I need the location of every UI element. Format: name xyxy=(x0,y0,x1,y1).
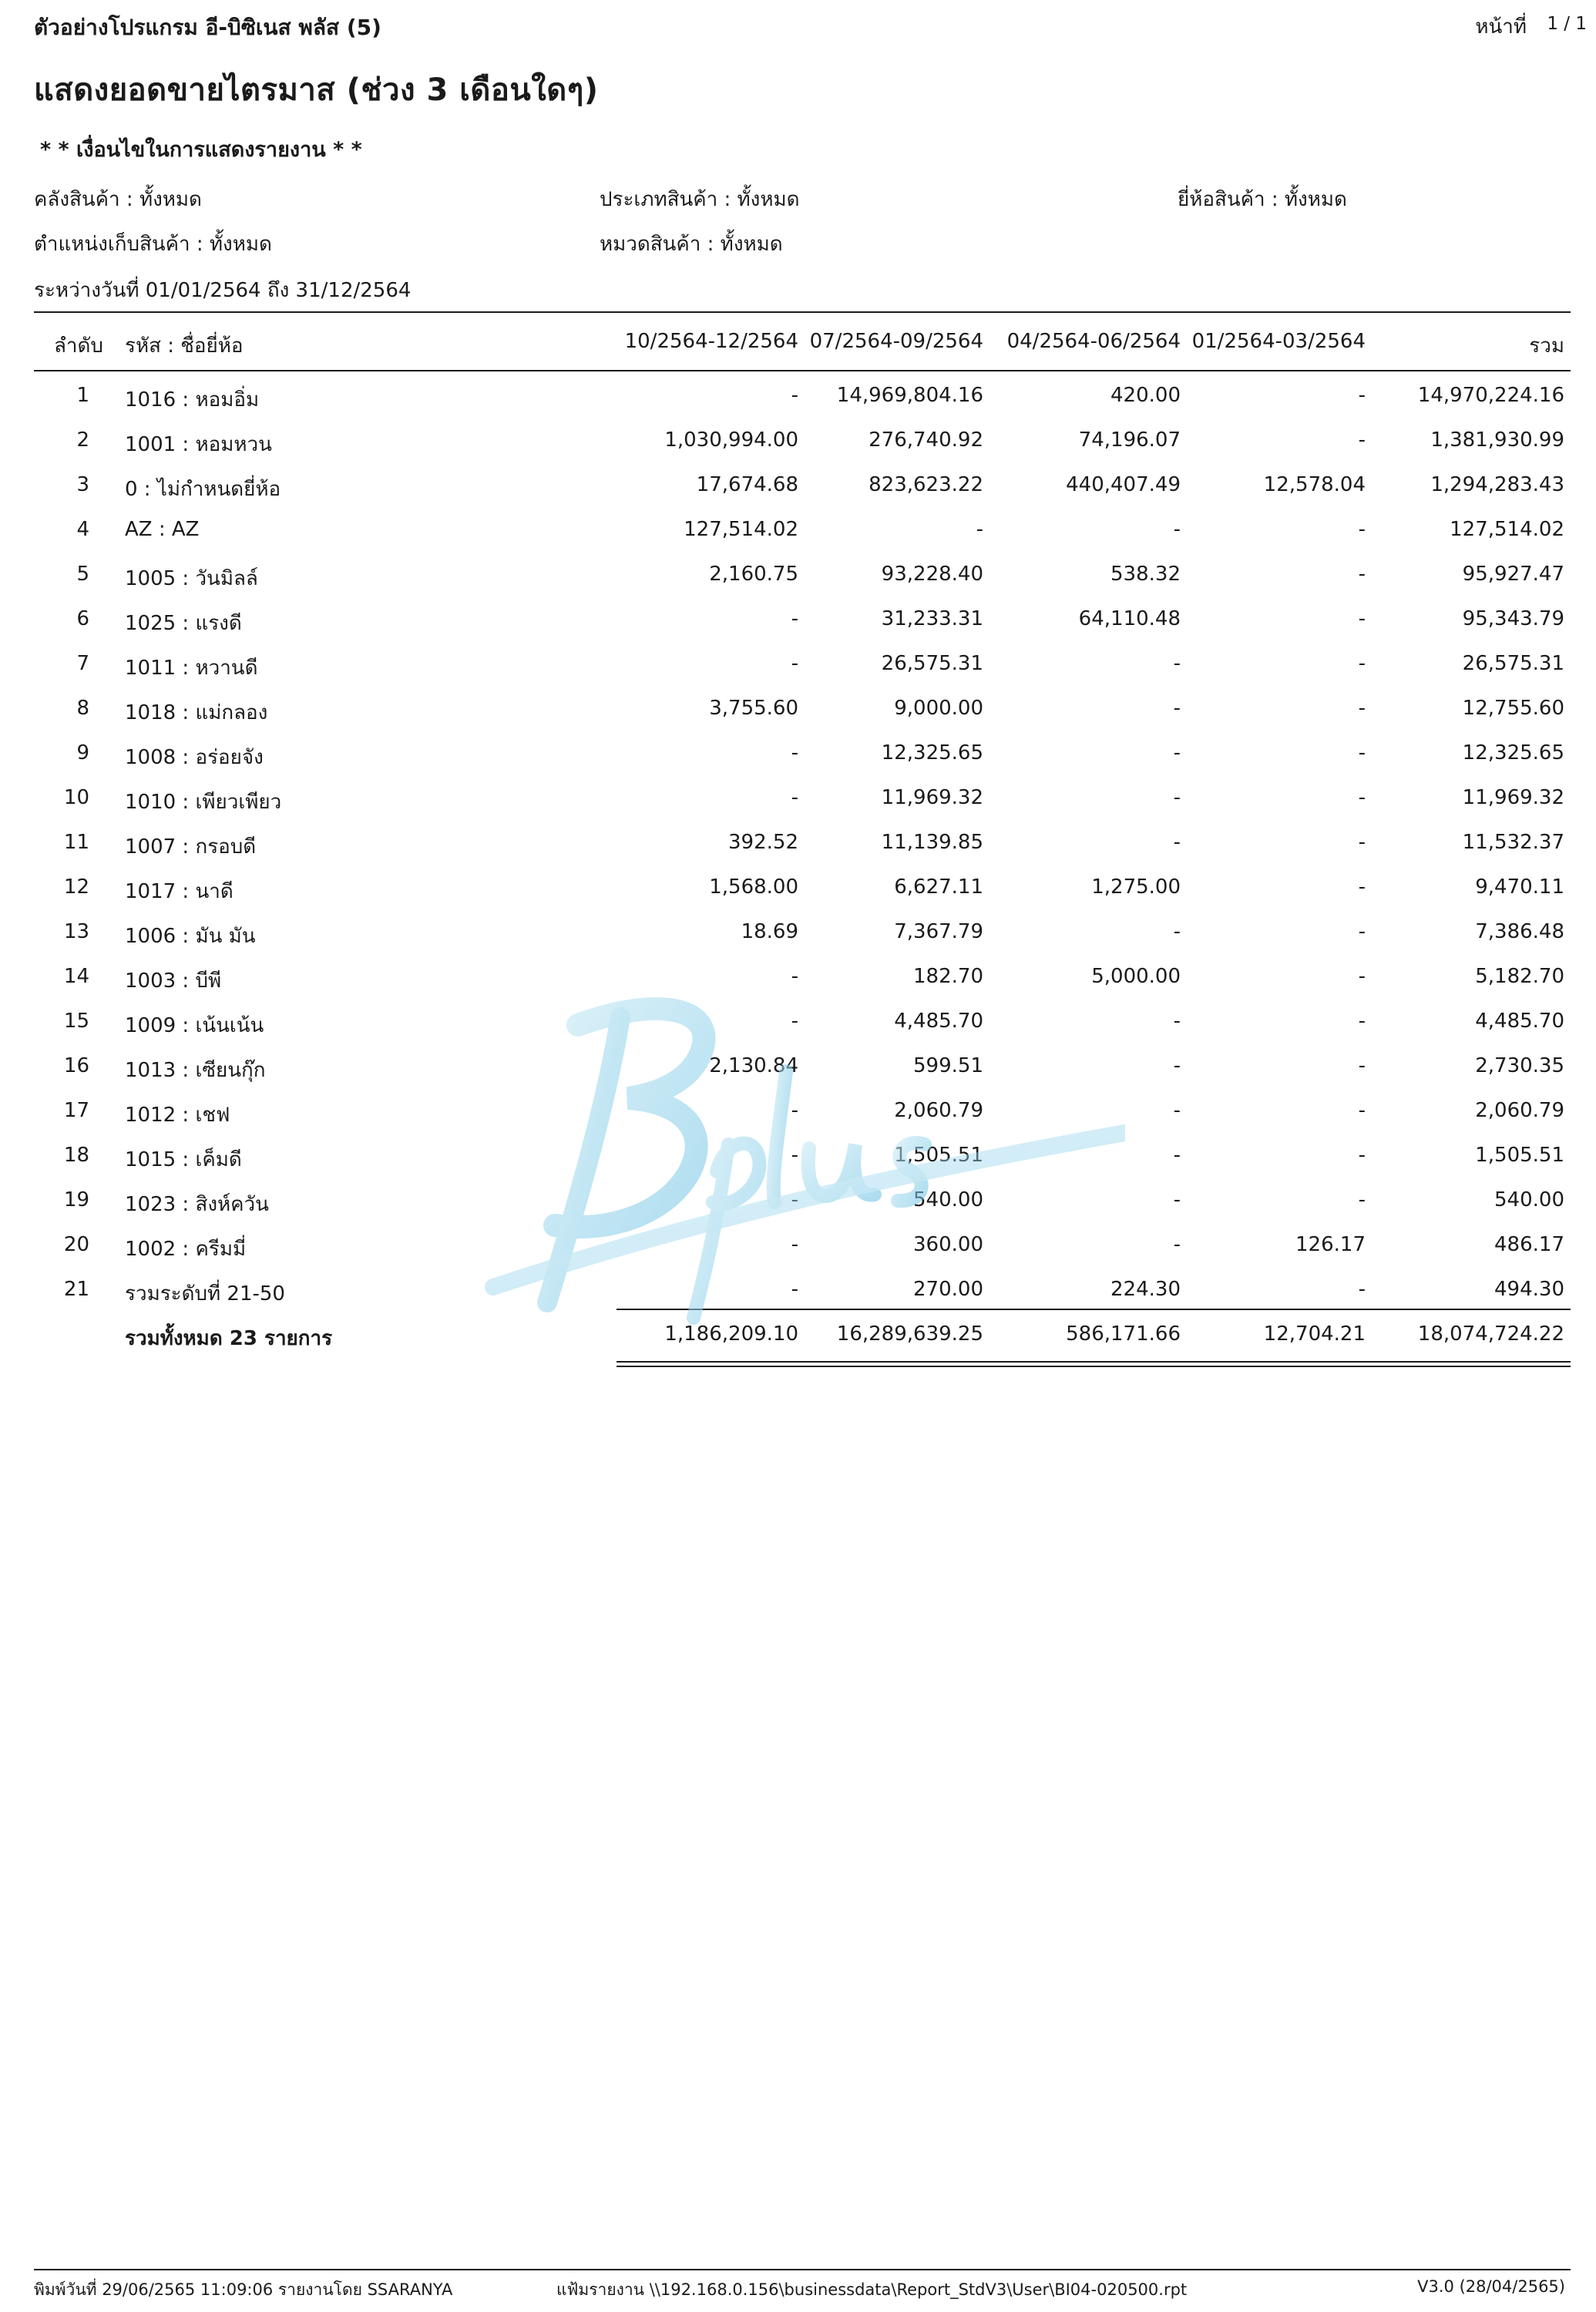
row-code-name: 1017 : นาดี xyxy=(125,880,234,903)
row-code-name: 1008 : อร่อยจัง xyxy=(125,746,264,769)
row-q1: 17,674.68 xyxy=(696,473,798,496)
row-total: 486.17 xyxy=(1494,1233,1564,1256)
row-q2: 12,325.65 xyxy=(881,741,983,765)
row-q3: - xyxy=(1173,652,1181,675)
row-q1: - xyxy=(791,1010,798,1033)
row-q2: 823,623.22 xyxy=(869,473,983,496)
row-q1: 392.52 xyxy=(728,831,798,854)
row-q1: - xyxy=(791,1188,798,1211)
condition-date-range: ระหว่างวันที่ 01/01/2564 ถึง 31/12/2564 xyxy=(34,279,412,302)
table-row xyxy=(0,646,1596,691)
table-header-rule xyxy=(34,370,1571,371)
grand-total-sum: 18,074,724.22 xyxy=(1417,1322,1564,1346)
row-code-name: 1013 : เซียนกุ๊ก xyxy=(125,1059,266,1082)
grand-total-label: รวมทั้งหมด 23 รายการ xyxy=(125,1327,333,1350)
row-no: 11 xyxy=(63,831,89,854)
row-no: 8 xyxy=(76,697,89,720)
row-q3: 74,196.07 xyxy=(1078,428,1181,452)
row-no: 4 xyxy=(76,518,89,541)
row-code-name: 1012 : เชฟ xyxy=(125,1104,230,1127)
row-q1: 1,568.00 xyxy=(709,875,798,899)
grand-total-q2: 16,289,639.25 xyxy=(836,1322,983,1346)
company-name: ตัวอย่างโปรแกรม อี-บิซิเนส พลัส (5) xyxy=(34,15,381,40)
row-q2: 360.00 xyxy=(913,1233,983,1256)
row-no: 1 xyxy=(76,384,89,407)
table-row xyxy=(0,869,1596,914)
row-q3: 1,275.00 xyxy=(1091,875,1181,899)
condition-warehouse: คลังสินค้า : ทั้งหมด xyxy=(34,188,202,211)
row-total: 14,970,224.16 xyxy=(1417,384,1564,407)
row-q2: 31,233.31 xyxy=(881,607,983,630)
row-q3: - xyxy=(1173,786,1181,809)
row-q3: - xyxy=(1173,1233,1181,1256)
row-no: 15 xyxy=(63,1010,89,1033)
footer-rule xyxy=(34,2269,1571,2270)
row-q2: 2,060.79 xyxy=(894,1099,983,1122)
row-q4: - xyxy=(1358,920,1366,943)
row-q3: 440,407.49 xyxy=(1066,473,1181,496)
row-q1: 127,514.02 xyxy=(684,518,798,541)
row-total: 12,325.65 xyxy=(1462,741,1564,765)
row-q2: 270.00 xyxy=(913,1278,983,1301)
row-q3: 538.32 xyxy=(1110,563,1181,586)
grand-total-q4: 12,704.21 xyxy=(1263,1322,1366,1346)
row-q3: - xyxy=(1173,1144,1181,1167)
table-row xyxy=(0,467,1596,512)
condition-product-type: ประเภทสินค้า : ทั้งหมด xyxy=(600,188,800,211)
row-q1: - xyxy=(791,1278,798,1301)
table-row xyxy=(0,691,1596,735)
table-row xyxy=(0,780,1596,825)
row-q1: - xyxy=(791,1099,798,1122)
row-total: 9,470.11 xyxy=(1475,875,1564,899)
row-code-name: AZ : AZ xyxy=(125,518,200,541)
row-q4: - xyxy=(1358,1278,1366,1301)
grand-total-q3: 586,171.66 xyxy=(1066,1322,1181,1346)
footer-print-info: พิมพ์วันที่ 29/06/2565 11:09:06 รายงานโดย SSARANYA xyxy=(34,2280,453,2299)
row-q4: - xyxy=(1358,652,1366,675)
row-q1: 1,030,994.00 xyxy=(664,428,798,452)
table-top-rule xyxy=(34,311,1571,313)
row-q2: 11,969.32 xyxy=(881,786,983,809)
row-q1: 2,130.84 xyxy=(709,1054,798,1077)
condition-brand: ยี่ห้อสินค้า : ทั้งหมด xyxy=(1178,188,1347,211)
row-no: 9 xyxy=(76,741,89,765)
row-q2: 1,505.51 xyxy=(894,1144,983,1167)
row-q3: 224.30 xyxy=(1110,1278,1181,1301)
row-total: 540.00 xyxy=(1494,1188,1564,1211)
row-q4: 12,578.04 xyxy=(1263,473,1366,496)
row-code-name: 1002 : ครีมมี่ xyxy=(125,1238,247,1261)
grand-total-q1: 1,186,209.10 xyxy=(664,1322,798,1346)
table-row xyxy=(0,914,1596,959)
row-q1: - xyxy=(791,384,798,407)
row-q4: - xyxy=(1358,428,1366,452)
row-q2: 182.70 xyxy=(913,965,983,988)
row-q3: - xyxy=(1173,1188,1181,1211)
row-no: 2 xyxy=(76,428,89,452)
row-total: 2,060.79 xyxy=(1475,1099,1564,1122)
row-q3: 64,110.48 xyxy=(1078,607,1181,630)
header-code-name: รหัส : ชื่อยี่ห้อ xyxy=(125,334,244,358)
row-q2: 9,000.00 xyxy=(894,697,983,720)
row-q4: - xyxy=(1358,831,1366,854)
header-q1: 10/2564-12/2564 xyxy=(624,330,798,353)
row-total: 12,755.60 xyxy=(1462,697,1564,720)
table-row xyxy=(0,601,1596,646)
row-q4: - xyxy=(1358,1188,1366,1211)
row-total: 26,575.31 xyxy=(1462,652,1564,675)
row-q3: - xyxy=(1173,697,1181,720)
row-q4: - xyxy=(1358,786,1366,809)
row-q1: 2,160.75 xyxy=(709,563,798,586)
row-no: 6 xyxy=(76,607,89,630)
table-row xyxy=(0,422,1596,467)
row-q1: - xyxy=(791,965,798,988)
row-q2: 599.51 xyxy=(913,1054,983,1077)
page-number: 1 / 1 xyxy=(1547,14,1587,34)
row-code-name: 1009 : เน้นเน้น xyxy=(125,1014,264,1037)
row-no: 13 xyxy=(63,920,89,943)
row-q3: - xyxy=(1173,831,1181,854)
row-q4: - xyxy=(1358,1010,1366,1033)
row-q3: 5,000.00 xyxy=(1091,965,1181,988)
row-q3: - xyxy=(1173,741,1181,765)
row-total: 4,485.70 xyxy=(1475,1010,1564,1033)
row-q2: - xyxy=(976,518,983,541)
row-q4: - xyxy=(1358,875,1366,899)
row-total: 494.30 xyxy=(1494,1278,1564,1301)
total-double-rule-1 xyxy=(617,1361,1571,1363)
conditions-heading: * * เงื่อนไขในการแสดงรายงาน * * xyxy=(40,138,362,162)
row-q2: 4,485.70 xyxy=(894,1010,983,1033)
table-row xyxy=(0,825,1596,869)
bplus-watermark-logo xyxy=(462,979,1125,1349)
row-code-name: 1016 : หอมอิ่ม xyxy=(125,388,260,412)
row-q4: - xyxy=(1358,697,1366,720)
row-code-name: 1011 : หวานดี xyxy=(125,657,258,680)
row-code-name: 1025 : แรงดี xyxy=(125,612,242,635)
row-no: 16 xyxy=(63,1054,89,1077)
row-no: 19 xyxy=(63,1188,89,1211)
row-no: 12 xyxy=(63,875,89,899)
header-q3: 04/2564-06/2564 xyxy=(1006,330,1181,353)
total-double-rule-2 xyxy=(617,1366,1571,1367)
row-total: 5,182.70 xyxy=(1475,965,1564,988)
row-no: 7 xyxy=(76,652,89,675)
row-q2: 540.00 xyxy=(913,1188,983,1211)
row-q2: 276,740.92 xyxy=(869,428,983,452)
report-title: แสดงยอดขายไตรมาส (ช่วง 3 เดือนใดๆ) xyxy=(34,72,599,108)
row-q3: - xyxy=(1173,920,1181,943)
row-code-name: 1018 : แม่กลอง xyxy=(125,701,268,724)
header-q4: 01/2564-03/2564 xyxy=(1191,330,1366,353)
row-total: 1,505.51 xyxy=(1475,1144,1564,1167)
row-q3: - xyxy=(1173,1054,1181,1077)
row-q3: - xyxy=(1173,518,1181,541)
row-q2: 26,575.31 xyxy=(881,652,983,675)
row-no: 17 xyxy=(63,1099,89,1122)
row-total: 1,294,283.43 xyxy=(1430,473,1564,496)
row-q4: - xyxy=(1358,1054,1366,1077)
row-q4: - xyxy=(1358,741,1366,765)
row-no: 20 xyxy=(63,1233,89,1256)
row-total: 127,514.02 xyxy=(1450,518,1564,541)
row-code-name: 1015 : เค็มดี xyxy=(125,1148,242,1171)
row-code-name: 1007 : กรอบดี xyxy=(125,835,257,859)
row-q2: 6,627.11 xyxy=(894,875,983,899)
row-no: 10 xyxy=(63,786,89,809)
condition-location: ตำแหน่งเก็บสินค้า : ทั้งหมด xyxy=(34,233,272,256)
row-q4: - xyxy=(1358,607,1366,630)
row-q3: - xyxy=(1173,1099,1181,1122)
row-q1: - xyxy=(791,607,798,630)
row-q4: 126.17 xyxy=(1295,1233,1366,1256)
row-q1: 3,755.60 xyxy=(709,697,798,720)
row-q4: - xyxy=(1358,1144,1366,1167)
row-q4: - xyxy=(1358,965,1366,988)
row-total: 95,927.47 xyxy=(1462,563,1564,586)
header-q2: 07/2564-09/2564 xyxy=(809,330,983,353)
row-q4: - xyxy=(1358,518,1366,541)
row-q3: 420.00 xyxy=(1110,384,1181,407)
row-q4: - xyxy=(1358,563,1366,586)
footer-version: V3.0 (28/04/2565) xyxy=(1417,2277,1565,2296)
row-code-name: 1006 : มัน มัน xyxy=(125,925,256,948)
table-row xyxy=(0,378,1596,422)
row-code-name: รวมระดับที่ 21-50 xyxy=(125,1282,285,1306)
row-no: 5 xyxy=(76,563,89,586)
row-code-name: 1001 : หอมหวน xyxy=(125,433,272,456)
page-label: หน้าที่ xyxy=(1475,15,1527,39)
row-total: 11,969.32 xyxy=(1462,786,1564,809)
row-q4: - xyxy=(1358,1099,1366,1122)
condition-category: หมวดสินค้า : ทั้งหมด xyxy=(600,233,783,256)
row-code-name: 0 : ไม่กำหนดยี่ห้อ xyxy=(125,478,281,501)
row-q1: 18.69 xyxy=(741,920,798,943)
footer-report-file: แฟ้มรายงาน \\192.168.0.156\businessdata\Report_StdV3\User\BI04-020500.rpt xyxy=(556,2280,1188,2299)
row-q1: - xyxy=(791,786,798,809)
row-total: 11,532.37 xyxy=(1462,831,1564,854)
row-total: 7,386.48 xyxy=(1475,920,1564,943)
row-q2: 11,139.85 xyxy=(881,831,983,854)
row-code-name: 1005 : วันมิลล์ xyxy=(125,567,258,590)
row-no: 3 xyxy=(76,473,89,496)
table-row xyxy=(0,512,1596,556)
table-row xyxy=(0,735,1596,780)
row-q2: 7,367.79 xyxy=(894,920,983,943)
row-no: 18 xyxy=(63,1144,89,1167)
table-row xyxy=(0,556,1596,601)
row-no: 14 xyxy=(63,965,89,988)
row-q3: - xyxy=(1173,1010,1181,1033)
row-q1: - xyxy=(791,1233,798,1256)
row-no: 21 xyxy=(63,1278,89,1301)
header-no: ลำดับ xyxy=(54,334,103,358)
row-total: 1,381,930.99 xyxy=(1430,428,1564,452)
row-q2: 93,228.40 xyxy=(881,563,983,586)
row-q1: - xyxy=(791,741,798,765)
row-q2: 14,969,804.16 xyxy=(836,384,983,407)
row-q4: - xyxy=(1358,384,1366,407)
row-total: 95,343.79 xyxy=(1462,607,1564,630)
row-code-name: 1010 : เพียวเพียว xyxy=(125,791,282,814)
row-q1: - xyxy=(791,652,798,675)
row-code-name: 1003 : บีพี xyxy=(125,969,222,993)
header-total: รวม xyxy=(1529,334,1564,358)
row-q1: - xyxy=(791,1144,798,1167)
row-code-name: 1023 : สิงห์ควัน xyxy=(125,1193,269,1216)
row-total: 2,730.35 xyxy=(1475,1054,1564,1077)
